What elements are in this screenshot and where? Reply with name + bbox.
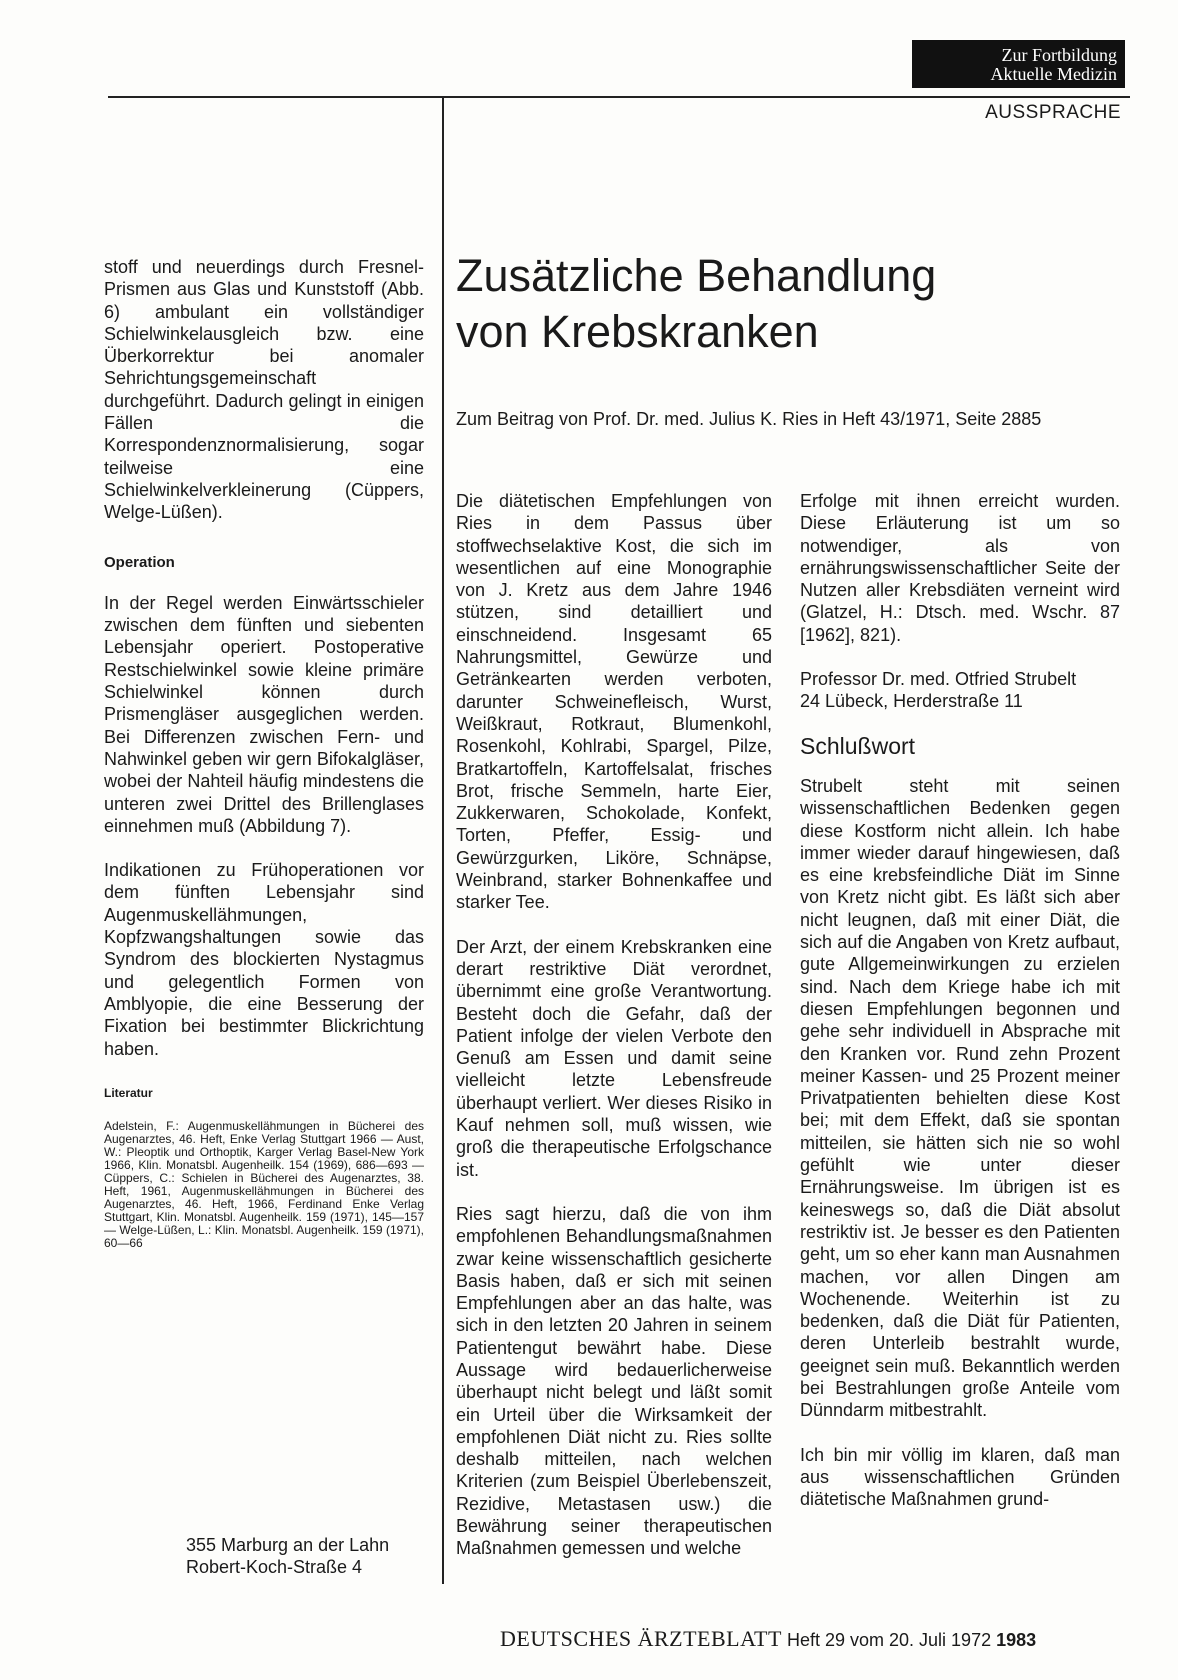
address-line-2: Robert-Koch-Straße 4 <box>186 1557 363 1577</box>
column-divider <box>442 96 444 1584</box>
left-column <box>104 256 424 1250</box>
author-name: Professor Dr. med. Otfried Strubelt <box>800 669 1077 690</box>
page-footer <box>500 1626 1036 1652</box>
literatur-heading: Literatur <box>104 1085 153 1100</box>
mid-paragraph-1: Die diätetischen Empfehlungen von Ries in dem Passus über stoffwechselaktive Kost, die sich im wesentlichen auf eine Monographie von J. Kretz aus dem Jahre 1946 stützen, sind detailliert und einschneidend. Insgesamt 65 Nahrungsmittel, Gewürze und Getränkearten werden verboten, darunter Schweinefleisch, Wurst, Weißkraut, Rotkraut, Blumenkohl, Rosenkohl, Kohlrabi, Spargel, Pilze, Bratkartoffeln, Kartoffelsalat, frisches Brot, frische Semmeln, harte Eier, Zukkerwaren, Schokolade, Konfekt, Torten, Pfeffer, Essig- und Gewürzgurken, Liköre, Schnäpse, Weinbrand, starker Bohnenkaffee und starker Tee. <box>456 491 772 913</box>
issue-info: Heft 29 vom 20. Juli 1972 <box>786 1630 992 1650</box>
mid-paragraph-3: Ries sagt hierzu, daß die von ihm empfohlenen Behandlungsmaßnahmen zwar keine wissenschaftlich gesicherte Basis haben, daß er sich mit seinen Empfehlungen aber an das halte, was sich in den letzten 20 Jahren in seinem Patientengut bewährt habe. Diese Aussage wird bedauerlicherweise überhaupt nicht belegt und läßt somit ein Urteil über die Wirksamkeit der empfohlenen Diät nicht zu. Ries sollte deshalb mitteilen, nach welchen Kriterien (zum Beispiel Überlebenszeit, Rezidive, Metastasen usw.) die Bewährung seiner therapeutischen Maßnahmen gemessen und welche <box>456 1203 772 1559</box>
right-paragraph-3: Ich bin mir völlig im klaren, daß man aus wissenschaftlichen Gründen diätetische Maßnahmen grund- <box>800 1444 1120 1510</box>
author-location: 24 Lübeck, Herderstraße 11 <box>800 691 1023 712</box>
article-subtitle: Zum Beitrag von Prof. Dr. med. Julius K. Ries in Heft 43/1971, Seite 2885 <box>456 409 1042 429</box>
author-address <box>186 1534 389 1578</box>
address-line-1: 355 Marburg an der Lahn <box>186 1535 390 1555</box>
mid-paragraph-2: Der Arzt, der einem Krebskranken eine derart restriktive Diät verordnet, übernimmt eine große Verantwortung. Besteht doch die Gefahr, daß der Patient infolge der vielen Verbote den Genuß am Essen und damit seine vielleicht letzte Lebensfreude überhaupt verliert. Wer dieses Risiko in Kauf nehmen soll, muß wissen, wie groß die therapeutische Erfolgschance ist. <box>456 936 772 1180</box>
title-line-2: von Krebskranken <box>456 306 819 357</box>
badge-line-1: Zur Fortbildung <box>1001 45 1117 65</box>
top-rule <box>108 96 1130 98</box>
operation-heading: Operation <box>104 553 175 571</box>
left-paragraph-1: stoff und neuerdings durch Fresnel-Prismen aus Glas und Kunststoff (Abb. 6) ambulant ein vollständiger Schielwinkelausgleich bzw. eine Überkorrektur bei anomaler Sehrichtungsgemeinschaft durchgeführt. Dadurch gelingt in einigen Fällen die Korrespondenznormalisierung, sogar teilweise eine Schielwinkelverkleinerung (Cüppers, Welge-Lüßen). <box>104 257 424 523</box>
journal-name: DEUTSCHES ÄRZTEBLATT <box>500 1626 782 1651</box>
schlusswort-heading: Schlußwort <box>800 732 916 759</box>
author-signature <box>800 668 1120 713</box>
middle-column <box>456 490 772 1560</box>
right-paragraph-1: Erfolge mit ihnen erreicht wurden. Diese Erläuterung ist um so notwendiger, als von ernährungswissenschaftlicher Seite der Nutzen aller Krebsdiäten verneint wird (Glatzel, H.: Dtsch. med. Wschr. 87 [1962], 821). <box>800 491 1120 645</box>
section-badge <box>912 40 1125 88</box>
literatur-text: Adelstein, F.: Augenmuskellähmungen in Bücherei des Augenarztes, 46. Heft, Enke Verlag Stuttgart 1966 — Aust, W.: Pleoptik und Orthoptik, Karger Verlag Basel-New York 1966, Klin. Monatsbl. Augenheilk. 154 (1969), 686—693 — Cüppers, C.: Schielen in Bücherei des Augenarztes, 38. Heft, 1961, Augenmuskellähmungen in Bücherei des Augenarztes, 46. Heft, 1966, Ferdinand Enke Verlag Stuttgart, Klin. Monatsbl. Augenheilk. 159 (1971), 145—157 — Welge-Lüßen, L.: Klin. Monatsbl. Augenheilk. 159 (1971), 60—66 <box>104 1119 424 1251</box>
page-number: 1983 <box>996 1630 1037 1650</box>
left-paragraph-2: In der Regel werden Einwärtsschieler zwischen dem fünften und siebenten Lebensjahr operiert. Postoperative Restschielwinkel sowie kleine primäre Schielwinkel können durch Prismengläser ausgeglichen werden. Bei Differenzen zwischen Fern- und Nahwinkel geben wir gern Bifokalgläser, wobei der Nahteil häufig mindestens die unteren zwei Drittel des Brillenglases einnehmen muß (Abbildung 7). <box>104 592 424 836</box>
right-paragraph-2: Strubelt steht mit seinen wissenschaftlichen Bedenken gegen diese Kostform nicht allein. Ich habe immer wieder darauf hingewiesen, daß es eine krebsfeindliche Diät im Sinne von Kretz nicht gibt. Es läßt sich aber nicht leugnen, daß mit einer Diät, die sich auf die Angaben von Kretz aufbaut, gute Allgemeinwirkungen zu erzielen sind. Nach dem Kriege habe ich mit diesen Empfehlungen begonnen und gehe sehr individuell in Absprache mit den Kranken vor. Rund zehn Prozent meiner Kassen- und 25 Prozent meiner Privatpatienten behielten diese Kost bei; mit dem Effekt, daß sie spontan mitteilen, sie hätten sich nie so wohl gefühlt wie unter dieser Ernährungsweise. Im übrigen ist es keineswegs so, daß die Diät absolut restriktiv ist. Je besser es den Patienten geht, um so eher kann man Ausnahmen machen, vor allen Dingen am Wochenende. Weiterhin ist zu bedenken, daß die Diät für Patienten, deren Unterleib bestrahlt wurde, geeignet sein muß. Bekanntlich werden bei Bestrahlungen große Anteile vom Dünndarm mitbestrahlt. <box>800 775 1120 1421</box>
left-paragraph-3: Indikationen zu Frühoperationen vor dem fünften Lebensjahr sind Augenmuskellähmungen, Kopfzwangshaltungen sowie das Syndrom des blockierten Nystagmus und gelegentlich Formen von Amblyopie, die eine Besserung der Fixation bei bestimmter Blickrichtung haben. <box>104 860 424 1059</box>
section-label: AUSSPRACHE <box>985 102 1121 123</box>
right-column <box>800 490 1120 1510</box>
title-line-1: Zusätzliche Behandlung <box>456 250 937 301</box>
article-title <box>456 248 936 360</box>
badge-line-2: Aktuelle Medizin <box>990 64 1117 84</box>
